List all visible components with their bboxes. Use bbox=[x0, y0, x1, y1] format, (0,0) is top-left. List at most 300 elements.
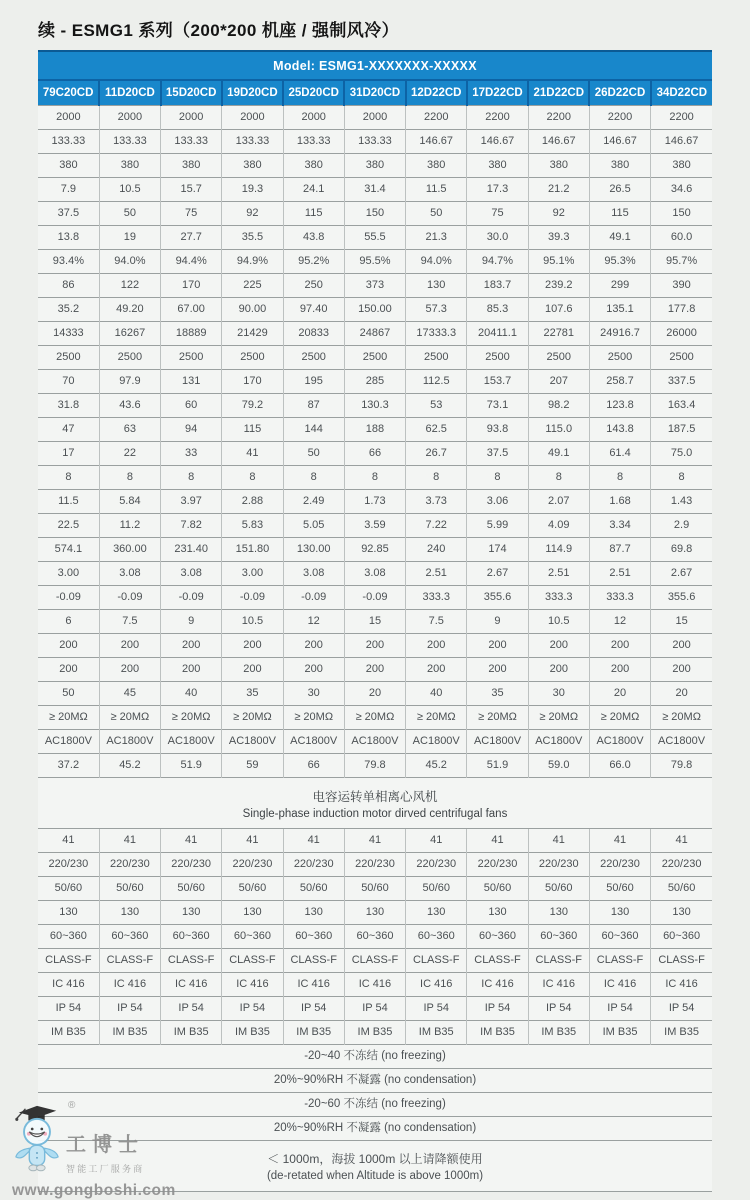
table-cell: 70 bbox=[38, 370, 99, 394]
table-row bbox=[38, 754, 712, 778]
table-cell: 40 bbox=[406, 682, 467, 706]
table-cell: 2500 bbox=[344, 346, 405, 370]
table-cell: 94.0% bbox=[99, 250, 160, 274]
table-cell: ≥ 20MΩ bbox=[467, 706, 528, 730]
table-cell: 8 bbox=[406, 466, 467, 490]
table-cell: 112.5 bbox=[406, 370, 467, 394]
table-cell: 41 bbox=[38, 829, 99, 853]
table-cell: IM B35 bbox=[589, 1021, 650, 1045]
column-header: 17D22CD bbox=[467, 80, 528, 106]
table-cell: 3.00 bbox=[38, 562, 99, 586]
table-cell: 220/230 bbox=[283, 853, 344, 877]
table-cell: 177.8 bbox=[651, 298, 712, 322]
table-cell: 2500 bbox=[99, 346, 160, 370]
table-cell: 94.9% bbox=[222, 250, 283, 274]
table-cell: 62.5 bbox=[406, 418, 467, 442]
table-cell: 115 bbox=[589, 202, 650, 226]
table-cell: 380 bbox=[651, 154, 712, 178]
table-cell: IP 54 bbox=[38, 997, 99, 1021]
table-cell: 130 bbox=[589, 901, 650, 925]
table-cell: 41 bbox=[589, 829, 650, 853]
table-cell: -0.09 bbox=[38, 586, 99, 610]
table-cell: 2000 bbox=[99, 106, 160, 130]
table-cell: 200 bbox=[406, 658, 467, 682]
table-cell: 24.1 bbox=[283, 178, 344, 202]
table-cell: 7.5 bbox=[99, 610, 160, 634]
table-cell: 123.8 bbox=[589, 394, 650, 418]
table-cell: -0.09 bbox=[99, 586, 160, 610]
table-cell: IM B35 bbox=[651, 1021, 712, 1045]
table-cell: IM B35 bbox=[283, 1021, 344, 1045]
column-header: 15D20CD bbox=[161, 80, 222, 106]
table-cell: IP 54 bbox=[283, 997, 344, 1021]
table-cell: 60~360 bbox=[99, 925, 160, 949]
table-cell: 50/60 bbox=[222, 877, 283, 901]
table-cell: 200 bbox=[222, 658, 283, 682]
table-row bbox=[38, 394, 712, 418]
table-cell: 200 bbox=[38, 658, 99, 682]
table-cell: 60~360 bbox=[589, 925, 650, 949]
table-cell: 2200 bbox=[589, 106, 650, 130]
table-cell: 15.7 bbox=[161, 178, 222, 202]
table-cell: 2200 bbox=[467, 106, 528, 130]
table-cell: 49.20 bbox=[99, 298, 160, 322]
table-cell: IM B35 bbox=[467, 1021, 528, 1045]
table-cell: 115 bbox=[283, 202, 344, 226]
condition-cell: 20%~90%RH 不凝露 (no condensation) bbox=[38, 1069, 712, 1093]
table-row bbox=[38, 346, 712, 370]
table-cell: 73.1 bbox=[467, 394, 528, 418]
condition-cell: -20~60 不冻结 (no freezing) bbox=[38, 1093, 712, 1117]
table-cell: 60~360 bbox=[283, 925, 344, 949]
table-cell: IC 416 bbox=[283, 973, 344, 997]
table-cell: ≥ 20MΩ bbox=[344, 706, 405, 730]
table-cell: 2500 bbox=[222, 346, 283, 370]
table-row bbox=[38, 442, 712, 466]
table-row bbox=[38, 514, 712, 538]
table-cell: 1.68 bbox=[589, 490, 650, 514]
table-cell: AC1800V bbox=[161, 730, 222, 754]
table-row bbox=[38, 370, 712, 394]
table-cell: 14333 bbox=[38, 322, 99, 346]
table-cell: 2500 bbox=[161, 346, 222, 370]
table-cell: 130 bbox=[99, 901, 160, 925]
table-cell: 50/60 bbox=[651, 877, 712, 901]
table-cell: 31.4 bbox=[344, 178, 405, 202]
table-cell: 7.82 bbox=[161, 514, 222, 538]
table-row bbox=[38, 178, 712, 202]
table-cell: 200 bbox=[283, 634, 344, 658]
table-cell: 8 bbox=[38, 466, 99, 490]
table-cell: 7.9 bbox=[38, 178, 99, 202]
model-label: Model: ESMG1-XXXXXXX-XXXXX bbox=[38, 51, 712, 80]
table-cell: 200 bbox=[99, 634, 160, 658]
table-cell: 5.99 bbox=[467, 514, 528, 538]
condition-cell: 20%~90%RH 不凝露 (no condensation) bbox=[38, 1117, 712, 1141]
table-cell: 79.8 bbox=[651, 754, 712, 778]
table-cell: CLASS-F bbox=[38, 949, 99, 973]
table-cell: 50/60 bbox=[161, 877, 222, 901]
table-cell: CLASS-F bbox=[222, 949, 283, 973]
table-cell: 3.08 bbox=[99, 562, 160, 586]
table-cell: 133.33 bbox=[38, 130, 99, 154]
altitude-text-en: (de-retated when Altitude is above 1000m) bbox=[266, 1170, 484, 1182]
table-cell: 60~360 bbox=[344, 925, 405, 949]
table-cell: IC 416 bbox=[589, 973, 650, 997]
table-cell: 22.5 bbox=[38, 514, 99, 538]
table-cell: 131 bbox=[161, 370, 222, 394]
table-cell: IP 54 bbox=[222, 997, 283, 1021]
table-cell: 4.09 bbox=[528, 514, 589, 538]
altitude-text-zh: ＜ 1000m，海拔 1000m 以上请降额使用 bbox=[267, 1152, 483, 1166]
table-cell: AC1800V bbox=[406, 730, 467, 754]
column-header: 31D20CD bbox=[344, 80, 405, 106]
table-cell: 130 bbox=[344, 901, 405, 925]
table-cell: 41 bbox=[99, 829, 160, 853]
table-cell: 5.05 bbox=[283, 514, 344, 538]
table-cell: 24916.7 bbox=[589, 322, 650, 346]
table-cell: 60~360 bbox=[161, 925, 222, 949]
separator-row bbox=[38, 778, 712, 829]
table-cell: 63 bbox=[99, 418, 160, 442]
table-cell: 200 bbox=[589, 634, 650, 658]
table-cell: 41 bbox=[161, 829, 222, 853]
table-cell: AC1800V bbox=[467, 730, 528, 754]
table-cell: 43.8 bbox=[283, 226, 344, 250]
table-cell: 299 bbox=[589, 274, 650, 298]
table-cell: 60~360 bbox=[406, 925, 467, 949]
table-cell: IM B35 bbox=[406, 1021, 467, 1045]
table-row bbox=[38, 853, 712, 877]
table-row bbox=[38, 298, 712, 322]
table-cell: 133.33 bbox=[99, 130, 160, 154]
table-row bbox=[38, 250, 712, 274]
table-cell: 55.5 bbox=[344, 226, 405, 250]
table-cell: 220/230 bbox=[222, 853, 283, 877]
table-cell: 50/60 bbox=[589, 877, 650, 901]
table-cell: 59.0 bbox=[528, 754, 589, 778]
table-cell: 17333.3 bbox=[406, 322, 467, 346]
table-row bbox=[38, 1021, 712, 1045]
table-cell: IC 416 bbox=[651, 973, 712, 997]
table-cell: 220/230 bbox=[406, 853, 467, 877]
table-row bbox=[38, 949, 712, 973]
gongboshi-logo bbox=[12, 1100, 176, 1200]
table-cell: 200 bbox=[222, 634, 283, 658]
table-cell: 380 bbox=[406, 154, 467, 178]
table-cell: 146.67 bbox=[467, 130, 528, 154]
table-cell: 174 bbox=[467, 538, 528, 562]
table-cell: 21429 bbox=[222, 322, 283, 346]
table-cell: 50/60 bbox=[283, 877, 344, 901]
table-row bbox=[38, 730, 712, 754]
table-cell: 2000 bbox=[222, 106, 283, 130]
table-cell: 3.59 bbox=[344, 514, 405, 538]
table-row bbox=[38, 130, 712, 154]
table-cell: 19.3 bbox=[222, 178, 283, 202]
table-cell: CLASS-F bbox=[283, 949, 344, 973]
table-cell: 3.97 bbox=[161, 490, 222, 514]
table-cell: 47 bbox=[38, 418, 99, 442]
table-cell: 41 bbox=[222, 829, 283, 853]
column-header: 21D22CD bbox=[528, 80, 589, 106]
table-cell: 8 bbox=[222, 466, 283, 490]
table-cell: 6 bbox=[38, 610, 99, 634]
table-cell: 380 bbox=[528, 154, 589, 178]
table-cell: 2200 bbox=[528, 106, 589, 130]
table-cell: 35.5 bbox=[222, 226, 283, 250]
table-cell: 95.7% bbox=[651, 250, 712, 274]
column-header-row bbox=[38, 80, 712, 106]
table-cell: 2500 bbox=[528, 346, 589, 370]
table-cell: 146.67 bbox=[651, 130, 712, 154]
table-cell: 200 bbox=[99, 658, 160, 682]
table-cell: IP 54 bbox=[467, 997, 528, 1021]
table-cell: 333.3 bbox=[589, 586, 650, 610]
table-cell: 133.33 bbox=[161, 130, 222, 154]
table-cell: 195 bbox=[283, 370, 344, 394]
table-cell: 2500 bbox=[467, 346, 528, 370]
column-header: 79C20CD bbox=[38, 80, 99, 106]
separator-text-en: Single-phase induction motor dirved centrifugal fans bbox=[242, 807, 508, 820]
table-row bbox=[38, 997, 712, 1021]
column-header: 26D22CD bbox=[589, 80, 650, 106]
table-cell: 93.4% bbox=[38, 250, 99, 274]
table-cell: 8 bbox=[99, 466, 160, 490]
table-cell: IC 416 bbox=[406, 973, 467, 997]
table-cell: 151.80 bbox=[222, 538, 283, 562]
table-cell: 2.9 bbox=[651, 514, 712, 538]
table-cell: 94.4% bbox=[161, 250, 222, 274]
table-cell: 41 bbox=[344, 829, 405, 853]
table-cell: 153.7 bbox=[467, 370, 528, 394]
table-cell: IC 416 bbox=[38, 973, 99, 997]
separator-cell bbox=[38, 778, 712, 829]
table-row bbox=[38, 901, 712, 925]
table-cell: 8 bbox=[283, 466, 344, 490]
table-cell: 41 bbox=[283, 829, 344, 853]
table-cell: 574.1 bbox=[38, 538, 99, 562]
table-cell: 60~360 bbox=[528, 925, 589, 949]
table-cell: 220/230 bbox=[38, 853, 99, 877]
table-cell: 337.5 bbox=[651, 370, 712, 394]
table-cell: 170 bbox=[161, 274, 222, 298]
table-cell: 130 bbox=[467, 901, 528, 925]
table-cell: 207 bbox=[528, 370, 589, 394]
table-cell: 51.9 bbox=[161, 754, 222, 778]
table-cell: 9 bbox=[467, 610, 528, 634]
table-cell: 150 bbox=[344, 202, 405, 226]
table-cell: 130 bbox=[161, 901, 222, 925]
table-cell: 8 bbox=[651, 466, 712, 490]
table-cell: IM B35 bbox=[344, 1021, 405, 1045]
table-cell: 20 bbox=[344, 682, 405, 706]
table-cell: 250 bbox=[283, 274, 344, 298]
table-cell: 37.5 bbox=[38, 202, 99, 226]
table-cell: 90.00 bbox=[222, 298, 283, 322]
table-cell: 75 bbox=[161, 202, 222, 226]
table-cell: 98.2 bbox=[528, 394, 589, 418]
table-cell: CLASS-F bbox=[528, 949, 589, 973]
table-cell: 85.3 bbox=[467, 298, 528, 322]
table-cell: 2000 bbox=[161, 106, 222, 130]
table-cell: CLASS-F bbox=[161, 949, 222, 973]
table-cell: 200 bbox=[38, 634, 99, 658]
table-cell: IP 54 bbox=[406, 997, 467, 1021]
table-cell: 170 bbox=[222, 370, 283, 394]
table-cell: CLASS-F bbox=[99, 949, 160, 973]
table-cell: 21.3 bbox=[406, 226, 467, 250]
table-cell: 1.73 bbox=[344, 490, 405, 514]
table-cell: 30 bbox=[528, 682, 589, 706]
mascot-logo-icon bbox=[12, 1102, 62, 1179]
table-cell: 50 bbox=[406, 202, 467, 226]
table-cell: CLASS-F bbox=[589, 949, 650, 973]
table-cell: 239.2 bbox=[528, 274, 589, 298]
table-cell: 26.7 bbox=[406, 442, 467, 466]
table-cell: 220/230 bbox=[344, 853, 405, 877]
table-cell: 75 bbox=[467, 202, 528, 226]
table-cell: 87 bbox=[283, 394, 344, 418]
table-cell: ≥ 20MΩ bbox=[406, 706, 467, 730]
table-cell: AC1800V bbox=[344, 730, 405, 754]
table-cell: 333.3 bbox=[406, 586, 467, 610]
condition-row bbox=[38, 1045, 712, 1069]
table-cell: AC1800V bbox=[283, 730, 344, 754]
table-cell: 22781 bbox=[528, 322, 589, 346]
table-row bbox=[38, 658, 712, 682]
table-cell: 130 bbox=[528, 901, 589, 925]
table-cell: 41 bbox=[651, 829, 712, 853]
table-cell: 200 bbox=[528, 658, 589, 682]
table-cell: 20833 bbox=[283, 322, 344, 346]
table-cell: 53 bbox=[406, 394, 467, 418]
table-cell: 50 bbox=[38, 682, 99, 706]
table-cell: 133.33 bbox=[283, 130, 344, 154]
table-cell: AC1800V bbox=[38, 730, 99, 754]
table-cell: 200 bbox=[344, 634, 405, 658]
table-cell: 41 bbox=[406, 829, 467, 853]
table-cell: IM B35 bbox=[99, 1021, 160, 1045]
table-cell: 12 bbox=[589, 610, 650, 634]
table-cell: 220/230 bbox=[467, 853, 528, 877]
table-cell: 187.5 bbox=[651, 418, 712, 442]
table-cell: 115 bbox=[222, 418, 283, 442]
table-cell: 35 bbox=[222, 682, 283, 706]
table-cell: 220/230 bbox=[99, 853, 160, 877]
table-cell: IC 416 bbox=[528, 973, 589, 997]
table-cell: 200 bbox=[344, 658, 405, 682]
table-cell: 2000 bbox=[283, 106, 344, 130]
table-cell: 45 bbox=[99, 682, 160, 706]
table-cell: 41 bbox=[528, 829, 589, 853]
table-cell: 380 bbox=[161, 154, 222, 178]
table-cell: ≥ 20MΩ bbox=[651, 706, 712, 730]
table-cell: 35.2 bbox=[38, 298, 99, 322]
table-cell: 19 bbox=[99, 226, 160, 250]
table-cell: 130 bbox=[406, 901, 467, 925]
table-row bbox=[38, 634, 712, 658]
table-cell: 50 bbox=[283, 442, 344, 466]
table-cell: 16267 bbox=[99, 322, 160, 346]
table-cell: IC 416 bbox=[467, 973, 528, 997]
table-cell: 15 bbox=[344, 610, 405, 634]
table-cell: 37.5 bbox=[467, 442, 528, 466]
table-cell: 20 bbox=[589, 682, 650, 706]
table-cell: 8 bbox=[344, 466, 405, 490]
brand-tagline: 智能工厂服务商 bbox=[66, 1164, 145, 1174]
table-cell: CLASS-F bbox=[651, 949, 712, 973]
table-cell: ≥ 20MΩ bbox=[528, 706, 589, 730]
table-cell: 200 bbox=[651, 634, 712, 658]
table-cell: 380 bbox=[99, 154, 160, 178]
column-header: 25D20CD bbox=[283, 80, 344, 106]
table-cell: 66 bbox=[283, 754, 344, 778]
table-cell: CLASS-F bbox=[406, 949, 467, 973]
table-cell: 49.1 bbox=[528, 442, 589, 466]
table-cell: 50/60 bbox=[406, 877, 467, 901]
table-cell: 2.49 bbox=[283, 490, 344, 514]
table-cell: 92 bbox=[222, 202, 283, 226]
logo-text-block bbox=[66, 1128, 144, 1175]
table-cell: 60~360 bbox=[38, 925, 99, 949]
table-cell: 373 bbox=[344, 274, 405, 298]
table-row bbox=[38, 274, 712, 298]
table-cell: ≥ 20MΩ bbox=[38, 706, 99, 730]
table-cell: 285 bbox=[344, 370, 405, 394]
table-cell: 380 bbox=[344, 154, 405, 178]
table-cell: 30 bbox=[283, 682, 344, 706]
table-cell: 2.07 bbox=[528, 490, 589, 514]
table-cell: 69.8 bbox=[651, 538, 712, 562]
table-cell: 11.5 bbox=[406, 178, 467, 202]
table-cell: 2000 bbox=[38, 106, 99, 130]
table-cell: 95.3% bbox=[589, 250, 650, 274]
table-cell: 97.9 bbox=[99, 370, 160, 394]
table-cell: IP 54 bbox=[651, 997, 712, 1021]
section2-body bbox=[38, 829, 712, 1045]
table-cell: IM B35 bbox=[38, 1021, 99, 1045]
condition-cell: -20~40 不冻结 (no freezing) bbox=[38, 1045, 712, 1069]
table-cell: IM B35 bbox=[161, 1021, 222, 1045]
table-row bbox=[38, 106, 712, 130]
table-cell: 2000 bbox=[344, 106, 405, 130]
table-cell: 12 bbox=[283, 610, 344, 634]
column-header: 19D20CD bbox=[222, 80, 283, 106]
table-cell: 150.00 bbox=[344, 298, 405, 322]
table-cell: -0.09 bbox=[283, 586, 344, 610]
table-cell: 133.33 bbox=[222, 130, 283, 154]
table-row bbox=[38, 562, 712, 586]
table-cell: 66.0 bbox=[589, 754, 650, 778]
brand-url: www.gongboshi.com bbox=[12, 1182, 176, 1199]
table-cell: 130 bbox=[651, 901, 712, 925]
table-cell: 8 bbox=[589, 466, 650, 490]
table-cell: 130 bbox=[283, 901, 344, 925]
table-cell: 7.22 bbox=[406, 514, 467, 538]
table-cell: 8 bbox=[528, 466, 589, 490]
table-cell: 37.2 bbox=[38, 754, 99, 778]
table-cell: 143.8 bbox=[589, 418, 650, 442]
table-cell: 13.8 bbox=[38, 226, 99, 250]
table-cell: 3.08 bbox=[161, 562, 222, 586]
table-cell: 2500 bbox=[406, 346, 467, 370]
spec-table bbox=[38, 50, 712, 1192]
table-row bbox=[38, 586, 712, 610]
table-cell: 92 bbox=[528, 202, 589, 226]
table-row bbox=[38, 322, 712, 346]
table-row bbox=[38, 154, 712, 178]
